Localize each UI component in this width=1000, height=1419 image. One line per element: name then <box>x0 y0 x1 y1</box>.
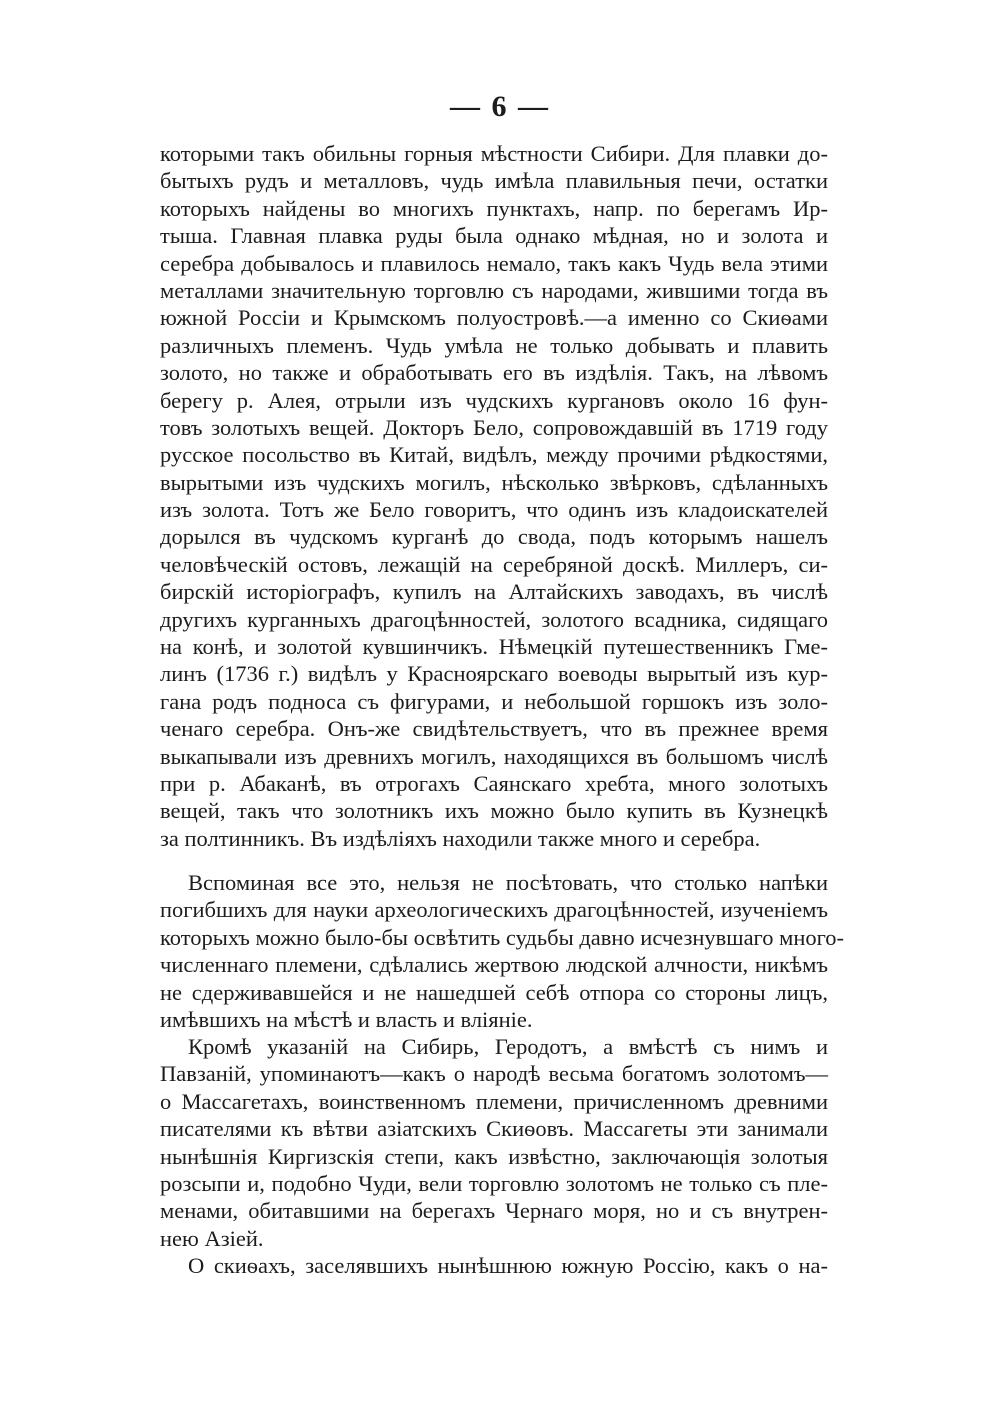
text-line: погибшихъ для науки археологическихъ драгоцѣнностей, изученіемъ <box>160 897 828 923</box>
paragraph-4 <box>160 1252 828 1279</box>
text-line: Кромѣ указаній на Сибирь, Геродотъ, а вмѣстѣ съ нимъ и <box>188 1034 828 1059</box>
text-line: изъ золота. Тотъ же Бело говоритъ, что одинъ изъ кладоискателей <box>160 497 828 523</box>
text-line: бирскій исторіографъ, купилъ на Алтайскихъ заводахъ, въ числѣ <box>160 579 828 605</box>
paragraph-3 <box>160 1033 828 1252</box>
text-line: за полтинникъ. Въ издѣліяхъ находили также много и серебра. <box>160 825 761 851</box>
text-line: серебра добывалось и плавилось немало, такъ какъ Чудь вела этими <box>160 250 828 276</box>
text-line: вырытыми изъ чудскихъ могилъ, нѣсколько звѣрковъ, сдѣланныхъ <box>160 469 828 495</box>
text-line: ченаго серебра. Онъ-же свидѣтельствуетъ, что въ прежнее время <box>160 716 828 742</box>
text-line: другихъ курганныхъ драгоцѣнностей, золотого всадника, сидящаго <box>160 606 828 632</box>
text-line: при р. Абаканѣ, въ отрогахъ Саянскаго хребта, много золотыхъ <box>160 770 828 796</box>
text-line: писателями къ вѣтви азіатскихъ Скиѳовъ. Массагеты эти занимали <box>160 1116 828 1142</box>
text-line: нынѣшнія Киргизскія степи, какъ извѣстно, заключающія золотыя <box>160 1143 828 1169</box>
text-line: линъ (1736 г.) видѣлъ у Красноярскаго воеводы вырытый изъ кур- <box>160 661 828 687</box>
text-line: численнаго племени, сдѣлались жертвою людской алчности, никѣмъ <box>160 952 828 978</box>
text-line: южной Россіи и Крымскомъ полуостровѣ.—а именно со Скиѳами <box>160 305 828 331</box>
text-line: тыша. Главная плавка руды была однако мѣдная, но и золота и <box>160 223 828 249</box>
text-line: человѣческій остовъ, лежащій на серебряной доскѣ. Миллеръ, си- <box>160 551 828 577</box>
text-line: нею Азіей. <box>160 1225 264 1251</box>
paragraph-1 <box>160 140 828 852</box>
text-line: о Массагетахъ, воинственномъ племени, причисленномъ древними <box>160 1088 828 1114</box>
text-line: розсыпи и, подобно Чуди, вели торговлю золотомъ не только съ пле- <box>160 1170 828 1196</box>
text-line: вещей, такъ что золотникъ ихъ можно было купить въ Кузнецкѣ <box>160 798 828 824</box>
text-line: Вспоминая все это, нельзя не посѣтовать, что столько напѣки <box>188 870 828 895</box>
text-line: дорылся въ чудскомъ курганѣ до свода, подъ которымъ нашелъ <box>160 524 828 550</box>
text-line: гана родъ подноса съ фигурами, и небольшой горшокъ изъ золо- <box>160 688 828 714</box>
text-line: которыхъ можно было-бы освѣтить судьбы давно исчезнувшаго много- <box>160 924 845 950</box>
text-line: выкапывали изъ древнихъ могилъ, находящихся въ большомъ числѣ <box>160 743 828 769</box>
text-line: которыми такъ обильны горныя мѣстности Сибири. Для плавки до- <box>160 141 828 166</box>
text-line: различныхъ племенъ. Чудь умѣла не только добывать и плавить <box>160 332 828 358</box>
text-line: имѣвшихъ на мѣстѣ и власть и вліяніе. <box>160 1006 533 1032</box>
text-line: берегу р. Алея, отрыли изъ чудскихъ кургановъ около 16 фун- <box>160 387 828 413</box>
text-line: металлами значительную торговлю съ народами, жившими тогда въ <box>160 277 828 303</box>
text-line: которыхъ найдены во многихъ пунктахъ, напр. по берегамъ Ир- <box>160 195 828 221</box>
text-line: О скиѳахъ, заселявшихъ нынѣшнюю южную Россію, какъ о на- <box>188 1253 828 1278</box>
text-line: не сдерживавшейся и не нашедшей себѣ отпора со стороны лицъ, <box>160 979 828 1005</box>
text-line: бытыхъ рудъ и металловъ, чудь имѣла плавильныя печи, остатки <box>160 168 828 194</box>
page-number: — 6 — <box>450 90 550 123</box>
text-line: Павзаній, упоминаютъ—какъ о народѣ весьма богатомъ золотомъ— <box>160 1061 828 1087</box>
paragraph-2 <box>160 869 845 1033</box>
text-line: золото, но также и обработывать его въ издѣлія. Такъ, на лѣвомъ <box>160 360 828 386</box>
text-line: товъ золотыхъ вещей. Докторъ Бело, сопровождавшій въ 1719 году <box>160 414 828 440</box>
text-line: менами, обитавшими на берегахъ Чернаго моря, но и съ внутрен- <box>160 1198 828 1224</box>
text-line: на конѣ, и золотой кувшинчикъ. Нѣмецкій путешественникъ Гме- <box>160 634 828 660</box>
text-line: русское посольство въ Китай, видѣлъ, между прочими рѣдкостями, <box>160 442 828 468</box>
